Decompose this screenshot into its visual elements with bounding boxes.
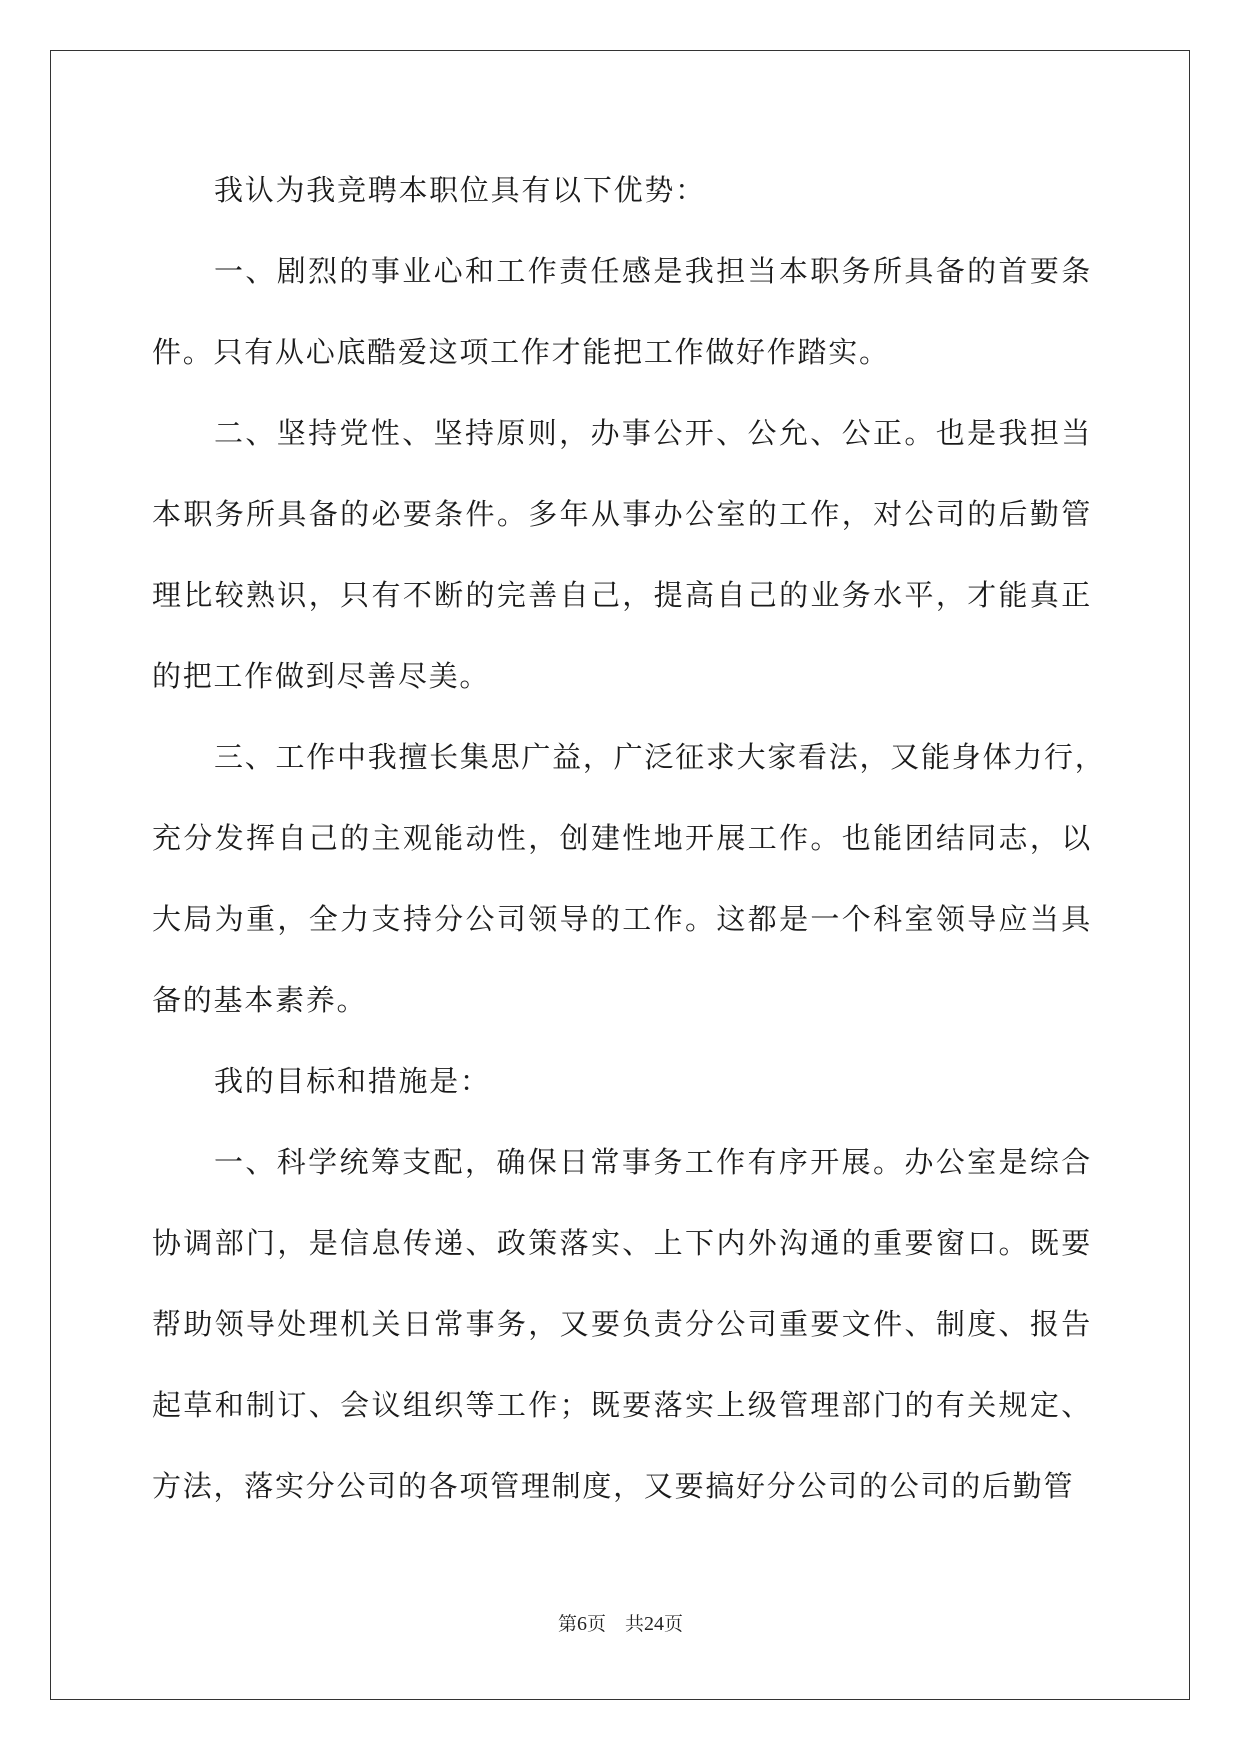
paragraph: [152, 413, 1092, 737]
text-line: 本职务所具备的必要条件。多年从事办公室的工作，对公司的后勤管: [152, 497, 1092, 531]
footer-middle: 页 共: [586, 1613, 644, 1635]
paragraph: [152, 737, 1106, 1061]
total-pages-number: 24: [644, 1613, 664, 1635]
text-line: 协调部门，是信息传递、政策落实、上下内外沟通的重要窗口。既要: [152, 1226, 1092, 1260]
text-line: 起草和制订、会议组织等工作；既要落实上级管理部门的有关规定、: [152, 1388, 1092, 1422]
footer-suffix: 页: [664, 1613, 684, 1635]
paragraph: [152, 1142, 1092, 1547]
text-line: 方法，落实分公司的各项管理制度，又要搞好分公司的公司的后勤管: [152, 1469, 1075, 1503]
current-page-number: 6: [576, 1613, 587, 1635]
text-line: 的把工作做到尽善尽美。: [152, 659, 491, 693]
text-line: 备的基本素养。: [152, 983, 368, 1017]
text-line: 二、坚持党性、坚持原则，办事公开、公允、公正。也是我担当: [214, 416, 1092, 450]
paragraph: [152, 170, 1092, 251]
document-body: [152, 170, 1106, 1547]
text-line: 充分发挥自己的主观能动性，创建性地开展工作。也能团结同志，以: [152, 821, 1092, 855]
text-line: 一、科学统筹支配，确保日常事务工作有序开展。办公室是综合: [214, 1145, 1092, 1179]
text-line: 我认为我竞聘本职位具有以下优势：: [214, 173, 706, 207]
footer-prefix: 第: [557, 1613, 577, 1635]
text-line: 帮助领导处理机关日常事务，又要负责分公司重要文件、制度、报告: [152, 1307, 1092, 1341]
text-line: 件。只有从心底酷爱这项工作才能把工作做好作踏实。: [152, 335, 890, 369]
text-line: 大局为重，全力支持分公司领导的工作。这都是一个科室领导应当具: [152, 902, 1092, 936]
paragraph: [152, 1061, 1092, 1142]
text-line: 理比较熟识，只有不断的完善自己，提高自己的业务水平，才能真正: [152, 578, 1092, 612]
page-footer: [0, 1609, 1241, 1636]
text-line: 一、剧烈的事业心和工作责任感是我担当本职务所具备的首要条: [214, 254, 1092, 288]
text-line: 我的目标和措施是：: [214, 1064, 491, 1098]
paragraph: [152, 251, 1092, 413]
text-line: 三、工作中我擅长集思广益，广泛征求大家看法，又能身体力行，: [214, 740, 1106, 774]
